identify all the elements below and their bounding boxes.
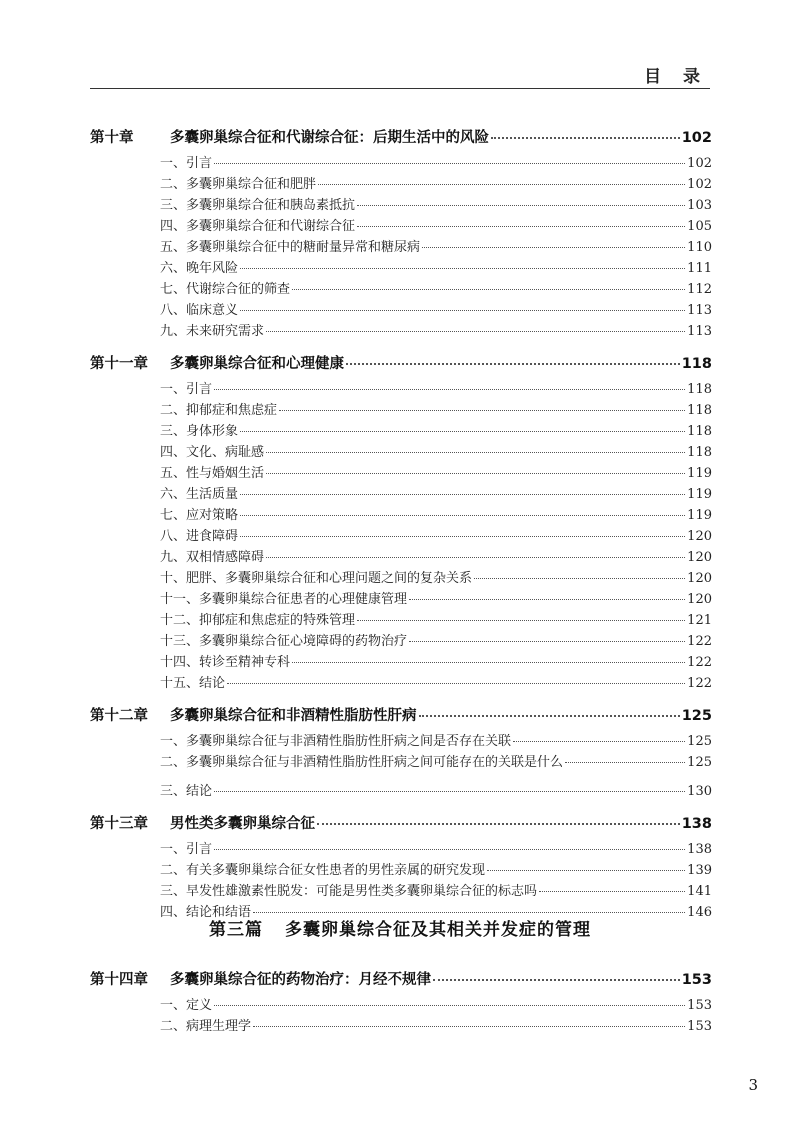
chapter-page-number: 138 bbox=[681, 816, 712, 832]
dot-leader bbox=[487, 869, 685, 871]
toc-section-entry[interactable] bbox=[90, 215, 712, 236]
chapter-title: 男性类多囊卵巢综合征 bbox=[170, 816, 315, 832]
dot-leader bbox=[214, 848, 685, 850]
header-title: 目 录 bbox=[644, 67, 708, 87]
chapter-label bbox=[90, 968, 431, 989]
part-number: 第三篇 bbox=[209, 920, 263, 940]
chapter-page-number: 102 bbox=[681, 130, 712, 146]
chapter-title: 多囊卵巢综合征的药物治疗：月经不规律 bbox=[170, 972, 431, 988]
section-title: 五、多囊卵巢综合征中的糖耐量异常和糖尿病 bbox=[160, 240, 421, 255]
dot-leader bbox=[292, 661, 685, 663]
toc-chapter-entry[interactable] bbox=[90, 812, 712, 836]
chapter-number: 第十三章 bbox=[90, 816, 148, 832]
section-title: 八、进食障碍 bbox=[160, 529, 239, 544]
dot-leader bbox=[346, 362, 680, 365]
dot-leader bbox=[240, 514, 685, 516]
dot-leader bbox=[266, 472, 685, 474]
section-title: 十四、转诊至精神专科 bbox=[160, 655, 291, 670]
section-page-number: 120 bbox=[687, 529, 712, 544]
toc-section-entry[interactable] bbox=[90, 278, 712, 299]
toc-chapter-entry[interactable] bbox=[90, 126, 712, 150]
toc-section-entry[interactable] bbox=[90, 152, 712, 173]
section-page-number: 110 bbox=[687, 240, 712, 255]
section-page-number: 138 bbox=[687, 842, 712, 857]
section-title: 九、未来研究需求 bbox=[160, 324, 265, 339]
toc-section-entry[interactable] bbox=[90, 236, 712, 257]
section-page-number: 118 bbox=[687, 382, 712, 397]
toc-section-entry[interactable] bbox=[90, 567, 712, 588]
toc-section-entry[interactable] bbox=[90, 441, 712, 462]
section-page-number: 118 bbox=[687, 403, 712, 418]
section-page-number: 119 bbox=[687, 508, 712, 523]
dot-leader bbox=[214, 1004, 685, 1006]
toc-section-entry[interactable] bbox=[90, 546, 712, 567]
toc-section-entry[interactable] bbox=[90, 672, 712, 693]
toc-chapter-entry[interactable] bbox=[90, 968, 712, 992]
dot-leader bbox=[266, 330, 685, 332]
section-page-number: 119 bbox=[687, 466, 712, 481]
chapter-page-number: 153 bbox=[681, 972, 712, 988]
section-title: 二、有关多囊卵巢综合征女性患者的男性亲属的研究发现 bbox=[160, 863, 486, 878]
dot-leader bbox=[214, 162, 685, 164]
toc-chapter-entry[interactable] bbox=[90, 352, 712, 376]
dot-leader bbox=[292, 288, 685, 290]
dot-leader bbox=[214, 790, 685, 792]
toc-section-entry[interactable] bbox=[90, 378, 712, 399]
section-page-number: 122 bbox=[687, 634, 712, 649]
dot-leader bbox=[513, 740, 685, 742]
section-title: 一、引言 bbox=[160, 156, 213, 171]
dot-leader bbox=[539, 890, 685, 892]
dot-leader bbox=[317, 822, 680, 825]
section-title: 九、双相情感障碍 bbox=[160, 550, 265, 565]
running-header bbox=[90, 58, 710, 89]
toc-section-entry[interactable] bbox=[90, 630, 712, 651]
chapter-label bbox=[90, 352, 344, 373]
section-title: 二、抑郁症和焦虑症 bbox=[160, 403, 278, 418]
toc-section-entry[interactable] bbox=[90, 1015, 712, 1036]
section-title: 二、多囊卵巢综合征与非酒精性脂肪性肝病之间可能存在的关联是什么 bbox=[160, 755, 564, 770]
section-title: 五、性与婚姻生活 bbox=[160, 466, 265, 481]
section-page-number: 120 bbox=[687, 571, 712, 586]
toc-section-entry[interactable] bbox=[90, 525, 712, 546]
dot-leader bbox=[357, 204, 685, 206]
toc-section-entry[interactable] bbox=[90, 194, 712, 215]
toc-section-entry[interactable] bbox=[90, 462, 712, 483]
dot-leader bbox=[240, 267, 685, 269]
section-page-number: 112 bbox=[687, 282, 712, 297]
section-title: 七、代谢综合征的筛查 bbox=[160, 282, 291, 297]
chapter-number: 第十一章 bbox=[90, 356, 148, 372]
chapter-number: 第十四章 bbox=[90, 972, 148, 988]
dot-leader bbox=[279, 409, 685, 411]
toc-section-entry[interactable] bbox=[90, 651, 712, 672]
dot-leader bbox=[419, 714, 680, 717]
section-title: 十三、多囊卵巢综合征心境障碍的药物治疗 bbox=[160, 634, 408, 649]
chapter-label bbox=[90, 704, 417, 725]
dot-leader bbox=[474, 577, 685, 579]
dot-leader bbox=[253, 1025, 685, 1027]
dot-leader bbox=[422, 246, 685, 248]
section-title: 四、文化、病耻感 bbox=[160, 445, 265, 460]
dot-leader bbox=[227, 682, 685, 684]
section-page-number: 111 bbox=[687, 261, 712, 276]
section-title: 三、早发性雄激素性脱发：可能是男性类多囊卵巢综合征的标志吗 bbox=[160, 884, 538, 899]
chapter-number: 第十二章 bbox=[90, 708, 148, 724]
section-page-number: 102 bbox=[687, 177, 712, 192]
toc-section-entry[interactable] bbox=[90, 609, 712, 630]
toc-section-entry[interactable] bbox=[90, 588, 712, 609]
section-page-number: 118 bbox=[687, 445, 712, 460]
section-title: 十二、抑郁症和焦虑症的特殊管理 bbox=[160, 613, 356, 628]
section-page-number: 102 bbox=[687, 156, 712, 171]
chapter-label bbox=[90, 812, 315, 833]
dot-leader bbox=[357, 225, 685, 227]
chapter-page-number: 125 bbox=[681, 708, 712, 724]
section-page-number: 130 bbox=[687, 784, 712, 799]
section-title: 十五、结论 bbox=[160, 676, 226, 691]
chapter-label bbox=[90, 126, 489, 147]
section-page-number: 153 bbox=[687, 998, 712, 1013]
toc-section-entry[interactable] bbox=[90, 173, 712, 194]
table-of-contents-part-three bbox=[90, 968, 712, 1036]
section-title: 六、生活质量 bbox=[160, 487, 239, 502]
toc-section-entry[interactable] bbox=[90, 420, 712, 441]
part-heading bbox=[0, 915, 800, 940]
section-title: 十一、多囊卵巢综合征患者的心理健康管理 bbox=[160, 592, 408, 607]
section-page-number: 153 bbox=[687, 1019, 712, 1034]
dot-leader bbox=[491, 136, 680, 139]
toc-section-entry[interactable] bbox=[90, 994, 712, 1015]
dot-leader bbox=[240, 430, 685, 432]
section-page-number: 121 bbox=[687, 613, 712, 628]
section-page-number: 113 bbox=[687, 324, 712, 339]
dot-leader bbox=[240, 535, 685, 537]
section-title: 一、多囊卵巢综合征与非酒精性脂肪性肝病之间是否存在关联 bbox=[160, 734, 512, 749]
section-page-number: 119 bbox=[687, 487, 712, 502]
section-page-number: 122 bbox=[687, 676, 712, 691]
section-page-number: 125 bbox=[687, 755, 712, 770]
section-page-number: 105 bbox=[687, 219, 712, 234]
dot-leader bbox=[266, 556, 685, 558]
dot-leader bbox=[357, 619, 685, 621]
section-title: 六、晚年风险 bbox=[160, 261, 239, 276]
toc-section-entry[interactable] bbox=[90, 320, 712, 341]
dot-leader bbox=[266, 451, 685, 453]
section-title: 三、身体形象 bbox=[160, 424, 239, 439]
section-title: 十、肥胖、多囊卵巢综合征和心理问题之间的复杂关系 bbox=[160, 571, 473, 586]
toc-section-entry[interactable] bbox=[90, 483, 712, 504]
section-page-number: 146 bbox=[687, 905, 712, 920]
toc-section-entry[interactable] bbox=[90, 257, 712, 278]
section-page-number: 139 bbox=[687, 863, 712, 878]
section-title: 二、病理生理学 bbox=[160, 1019, 252, 1034]
toc-chapter-entry[interactable] bbox=[90, 704, 712, 728]
chapter-title: 多囊卵巢综合征和代谢综合征：后期生活中的风险 bbox=[170, 130, 489, 146]
section-page-number: 113 bbox=[687, 303, 712, 318]
dot-leader bbox=[565, 761, 685, 763]
section-page-number: 125 bbox=[687, 734, 712, 749]
toc-section-entry[interactable] bbox=[90, 880, 712, 901]
section-title: 一、引言 bbox=[160, 842, 213, 857]
toc-section-entry[interactable] bbox=[90, 751, 712, 772]
toc-section-entry[interactable] bbox=[90, 838, 712, 859]
table-of-contents bbox=[90, 126, 712, 933]
chapter-number: 第十章 bbox=[90, 130, 134, 146]
toc-section-entry[interactable] bbox=[90, 730, 712, 751]
toc-section-entry[interactable] bbox=[90, 780, 712, 801]
section-page-number: 122 bbox=[687, 655, 712, 670]
chapter-page-number: 118 bbox=[681, 356, 712, 372]
part-title-text: 多囊卵巢综合征及其相关并发症的管理 bbox=[285, 920, 591, 940]
dot-leader bbox=[253, 911, 685, 913]
section-title: 三、多囊卵巢综合征和胰岛素抵抗 bbox=[160, 198, 356, 213]
toc-section-entry[interactable] bbox=[90, 859, 712, 880]
section-title: 四、多囊卵巢综合征和代谢综合征 bbox=[160, 219, 356, 234]
section-page-number: 120 bbox=[687, 550, 712, 565]
toc-section-entry[interactable] bbox=[90, 399, 712, 420]
page-number: 3 bbox=[748, 1076, 758, 1094]
section-page-number: 118 bbox=[687, 424, 712, 439]
toc-section-entry[interactable] bbox=[90, 504, 712, 525]
chapter-title: 多囊卵巢综合征和非酒精性脂肪性肝病 bbox=[170, 708, 417, 724]
dot-leader bbox=[240, 493, 685, 495]
dot-leader bbox=[409, 598, 685, 600]
section-title: 一、定义 bbox=[160, 998, 213, 1013]
dot-leader bbox=[409, 640, 685, 642]
section-title: 四、结论和结语 bbox=[160, 905, 252, 920]
section-title: 八、临床意义 bbox=[160, 303, 239, 318]
section-title: 三、结论 bbox=[160, 784, 213, 799]
dot-leader bbox=[240, 309, 685, 311]
section-page-number: 103 bbox=[687, 198, 712, 213]
section-title: 七、应对策略 bbox=[160, 508, 239, 523]
toc-section-entry[interactable] bbox=[90, 299, 712, 320]
dot-leader bbox=[214, 388, 685, 390]
section-title: 二、多囊卵巢综合征和肥胖 bbox=[160, 177, 317, 192]
section-page-number: 120 bbox=[687, 592, 712, 607]
chapter-title: 多囊卵巢综合征和心理健康 bbox=[170, 356, 344, 372]
dot-leader bbox=[433, 978, 680, 981]
section-title: 一、引言 bbox=[160, 382, 213, 397]
dot-leader bbox=[318, 183, 685, 185]
section-page-number: 141 bbox=[687, 884, 712, 899]
